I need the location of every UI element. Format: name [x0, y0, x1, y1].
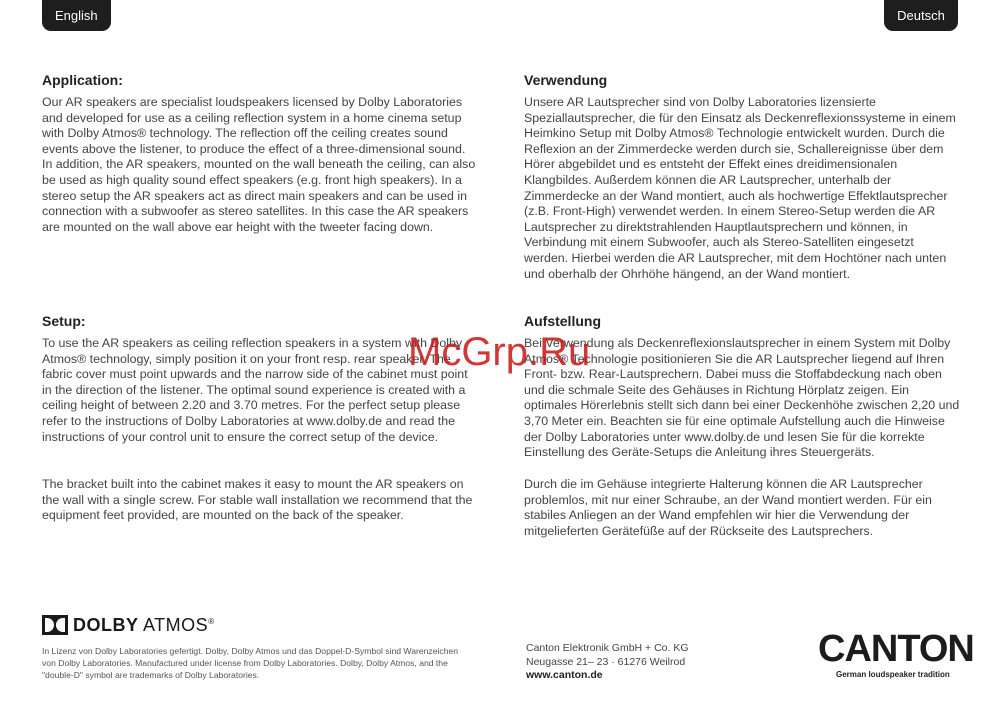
setup-heading: Setup:	[42, 313, 86, 329]
verwendung-text: Unsere AR Lautsprecher sind von Dolby Laboratories lizensierte Speziallautsprecher, die für den Einsatz als Deckenreflexionssysteme in einem Heimkino Setup mit Dolby Atmos® Technologie entwickelt wurden. Durch die Reflexion an der Zimmerdecke werden durch sie, Schallereignisse über dem Hörer abgebildet und es entsteht der Effekt eines dreidimensionalen Klangbildes. Außerdem können die AR Lautsprecher, unterhalb der Zimmerdecke an der Wand montiert, auch als hochwertige Effektlautsprecher (z.B. Front-High) verwendet werden. In einem Stereo-Setup werden die AR Lautsprecher zu direktstrahlenden Hauptlautsprechern und können, in Verbindung mit einem Subwoofer, auch als Stereo-Satelliten eingesetzt werden. Hierbei werden die AR Lautsprecher, mit dem Hochtöner nach unten und oberhalb der Ohrhöhe hängend, an der Wand montiert.	[524, 95, 956, 281]
application-text: Our AR speakers are specialist loudspeakers licensed by Dolby Laboratories and developed for use as a ceiling reflection system in a home cinema setup with Dolby Atmos® technology. The reflection off the ceiling creates sound events above the listener, to produce the effect of a three-dimensional sound. In addition, the AR speakers, mounted on the wall beneath the ceiling, can also be used as high quality sound effect speakers (e.g. front high speakers). In a stereo setup the AR speakers act as direct main speakers and can be used in connection with a subwoofer as stereo satellites. In this case the AR speakers are mounted on the wall above ear height with the tweeter facing down.	[42, 95, 476, 234]
dolby-atmos-logo: DOLBY ATMOS®	[42, 614, 215, 636]
company-address	[526, 642, 746, 683]
canton-logo	[818, 628, 974, 682]
aufstellung-text-2: Durch die im Gehäuse integrierte Halterung können die AR Lautsprecher problemlos, mit nur einer Schraube, an der Wand montiert werden. Für ein stabiles Anliegen an der Wand empfehlen wir hier die Verwendung der mitgelieferten Gerätefüße auf der Rückseite des Lautsprechers.	[524, 477, 932, 538]
tab-deutsch: Deutsch	[884, 0, 958, 31]
application-heading: Application:	[42, 72, 123, 88]
company-website-link[interactable]: www.canton.de	[526, 669, 603, 681]
watermark: McGrp.Ru	[408, 330, 591, 374]
setup-text-1: To use the AR speakers as ceiling reflection speakers in a system with Dolby Atmos® technology, simply position it on your front resp. rear speaker. The fabric cover must point upwards and the narrow side of the cabinet must point in the direction of the listener. The optimal sound experience is created with a ceiling height of between 2.20 and 3.70 metres. For the perfect setup please refer to the instructions of Dolby Laboratories at www.dolby.de and read the instructions of your control unit to ensure the correct setup of the device.	[42, 336, 468, 444]
aufstellung-heading: Aufstellung	[524, 313, 601, 329]
aufstellung-text-1: Bei Verwendung als Deckenreflexionslautsprecher in einem System mit Dolby Atmos® Technologie positionieren Sie die AR Lautsprecher liegend auf Ihren Front- bzw. Rear-Lautsprechern. Dabei muss die Stoffabdeckung nach oben und die schmale Seite des Gehäuses in Richtung Hörplatz zeigen. Ein optimales Hörerlebnis stellt sich dann bei einer Deckenhöhe zwischen 2,20 und 3,70 Meter ein. Beachten sie für eine optimale Aufstellung auch die Hinweise der Dolby Laboratories unter www.dolby.de und lesen Sie für die korrekte Einstellung des Geräte-Setups die Anleitung ihres Steuergeräts.	[524, 336, 960, 460]
company-street: Neugasse 21– 23 · 61276 Weilrod	[526, 655, 686, 668]
canton-tagline: German loudspeaker tradition	[836, 670, 950, 679]
double-d-icon	[42, 615, 68, 635]
canton-wordmark: CANTON	[818, 628, 974, 670]
setup-text-2: The bracket built into the cabinet makes it easy to mount the AR speakers on the wall with a single screw. For stable wall installation we recommend that the equipment feet provided, are mounted on the back of the speaker.	[42, 477, 473, 523]
legal-notice: In Lizenz von Dolby Laboratories gefertigt. Dolby, Dolby Atmos und das Doppel-D-Symbol sind Warenzeichen von Dolby Laboratories. Manufactured under license from Dolby Laboratories. Dolby, Dolby Atmos, and the "double-D" symbol are trademarks of Dolby Laboratories.	[42, 646, 459, 681]
verwendung-heading: Verwendung	[524, 72, 608, 88]
tab-english: English	[42, 0, 111, 31]
company-name: Canton Elektronik GmbH + Co. KG	[526, 642, 689, 654]
